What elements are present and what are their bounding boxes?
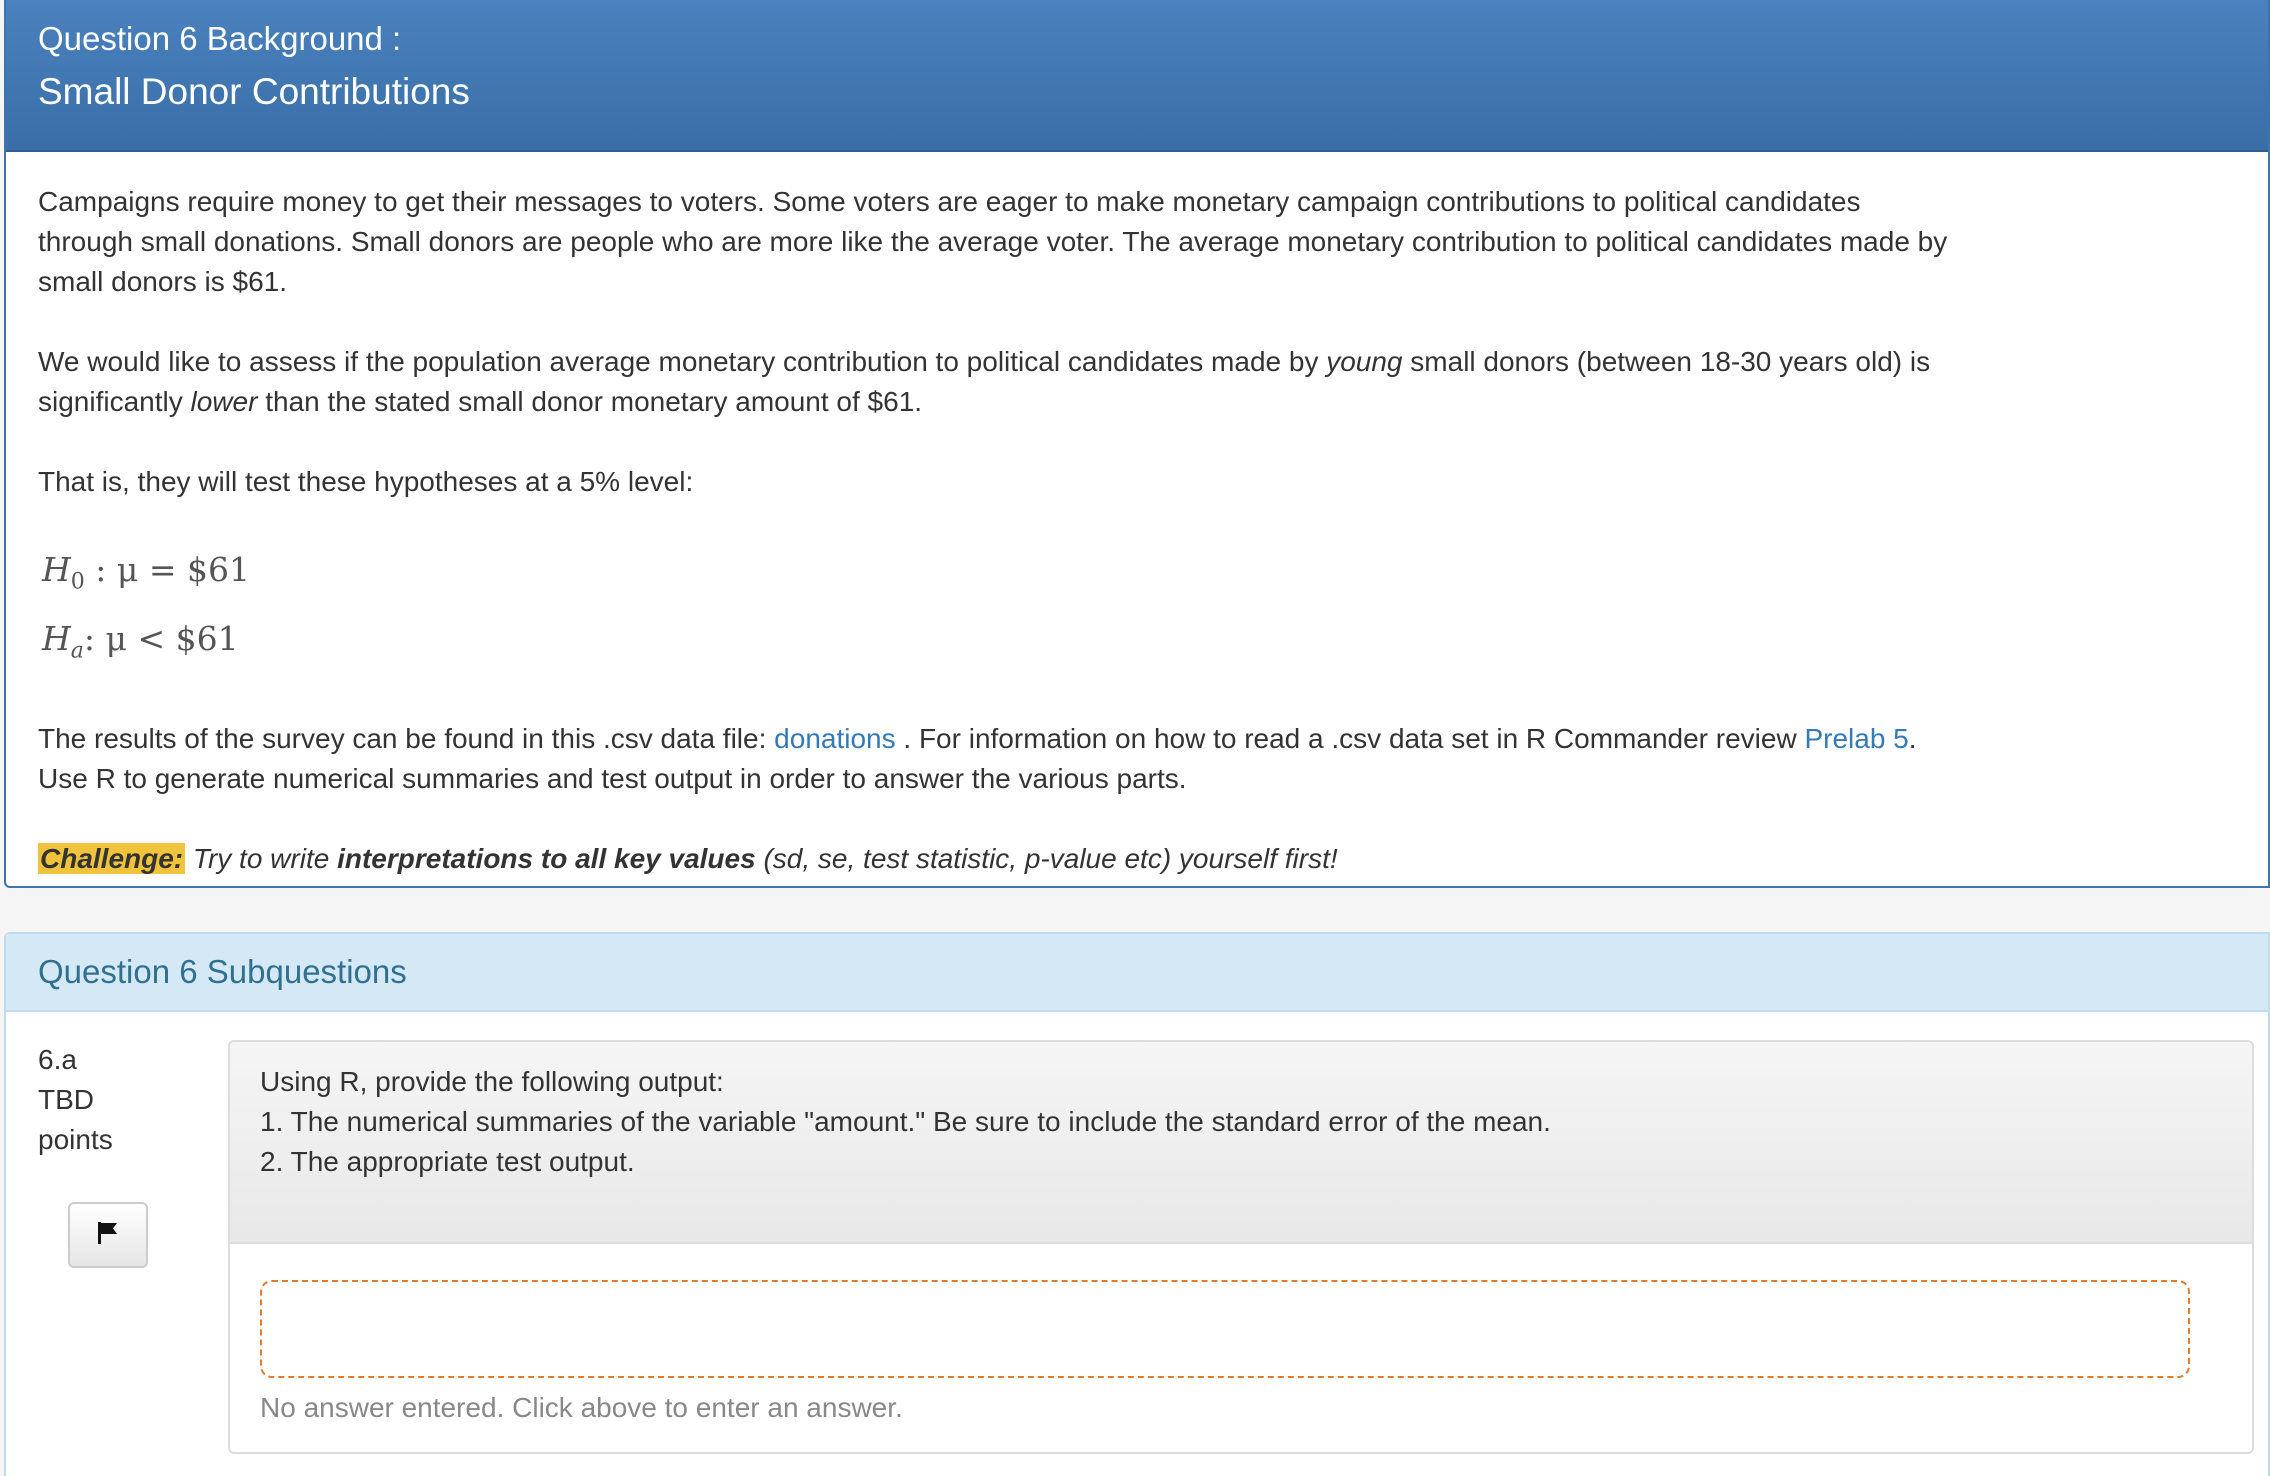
background-panel (4, 0, 2270, 888)
hypotheses (42, 542, 1958, 679)
flag-button[interactable] (68, 1202, 148, 1268)
question-box (228, 1040, 2254, 1454)
question-points-label: points (38, 1124, 113, 1155)
background-body (6, 152, 1958, 879)
null-hypothesis: $H_0$ : μ = $61 (42, 550, 250, 595)
emphasis-lower: lower (190, 386, 258, 417)
question-prompt: Using R, provide the following output: 1. The numerical summaries of the variable "amount." Be sure to include the standard error of the mean. 2. The appropriate test output. (230, 1042, 2252, 1244)
background-header (6, 0, 2268, 152)
question-meta (38, 1040, 113, 1160)
flag-icon (95, 1220, 121, 1251)
alternative-hypothesis: $H_a$: μ < $61 (42, 618, 239, 664)
paragraph-data-file: The results of the survey can be found in this .csv data file: donations . For information on how to read a .csv data set in R Commander review Prelab 5. Use R to generate numerical summaries and test output in order to answer the various parts. (38, 723, 1917, 795)
background-title: Question 6 Background : (38, 20, 402, 57)
background-subtitle: Small Donor Contributions (38, 71, 470, 112)
subquestions-panel (4, 932, 2270, 1476)
emphasis-young: young (1326, 346, 1403, 377)
challenge-label: Challenge: (40, 843, 184, 875)
question-number: 6.a (38, 1044, 77, 1075)
answer-hint: No answer entered. Click above to enter an answer. (260, 1392, 903, 1423)
paragraph-challenge: Challenge: Try to write interpretations to all key values (sd, se, test statistic, p-value etc) yourself first! (40, 843, 1338, 875)
question-points-value: TBD (38, 1084, 94, 1115)
prelab-link[interactable]: Prelab 5 (1804, 723, 1909, 755)
challenge-emphasis: interpretations to all key values (337, 843, 756, 875)
answer-input[interactable] (260, 1280, 2190, 1378)
paragraph-intro: Campaigns require money to get their messages to voters. Some voters are eager to make monetary campaign contributions to political candidates through small donations. Small donors are people who are more like the average voter. The average monetary contribution to political candidates made by small donors is $61. (38, 186, 1948, 297)
paragraph-hypotheses-intro: That is, they will test these hypotheses at a 5% level: (38, 466, 694, 497)
paragraph-assess: We would like to assess if the population average monetary contribution to political candidates made by young small donors (between 18-30 years old) is significantly lower than the stated small donor monetary amount of $61. (38, 346, 1931, 417)
subquestions-header: Question 6 Subquestions (6, 934, 2268, 1012)
donations-link[interactable]: donations (774, 723, 896, 755)
